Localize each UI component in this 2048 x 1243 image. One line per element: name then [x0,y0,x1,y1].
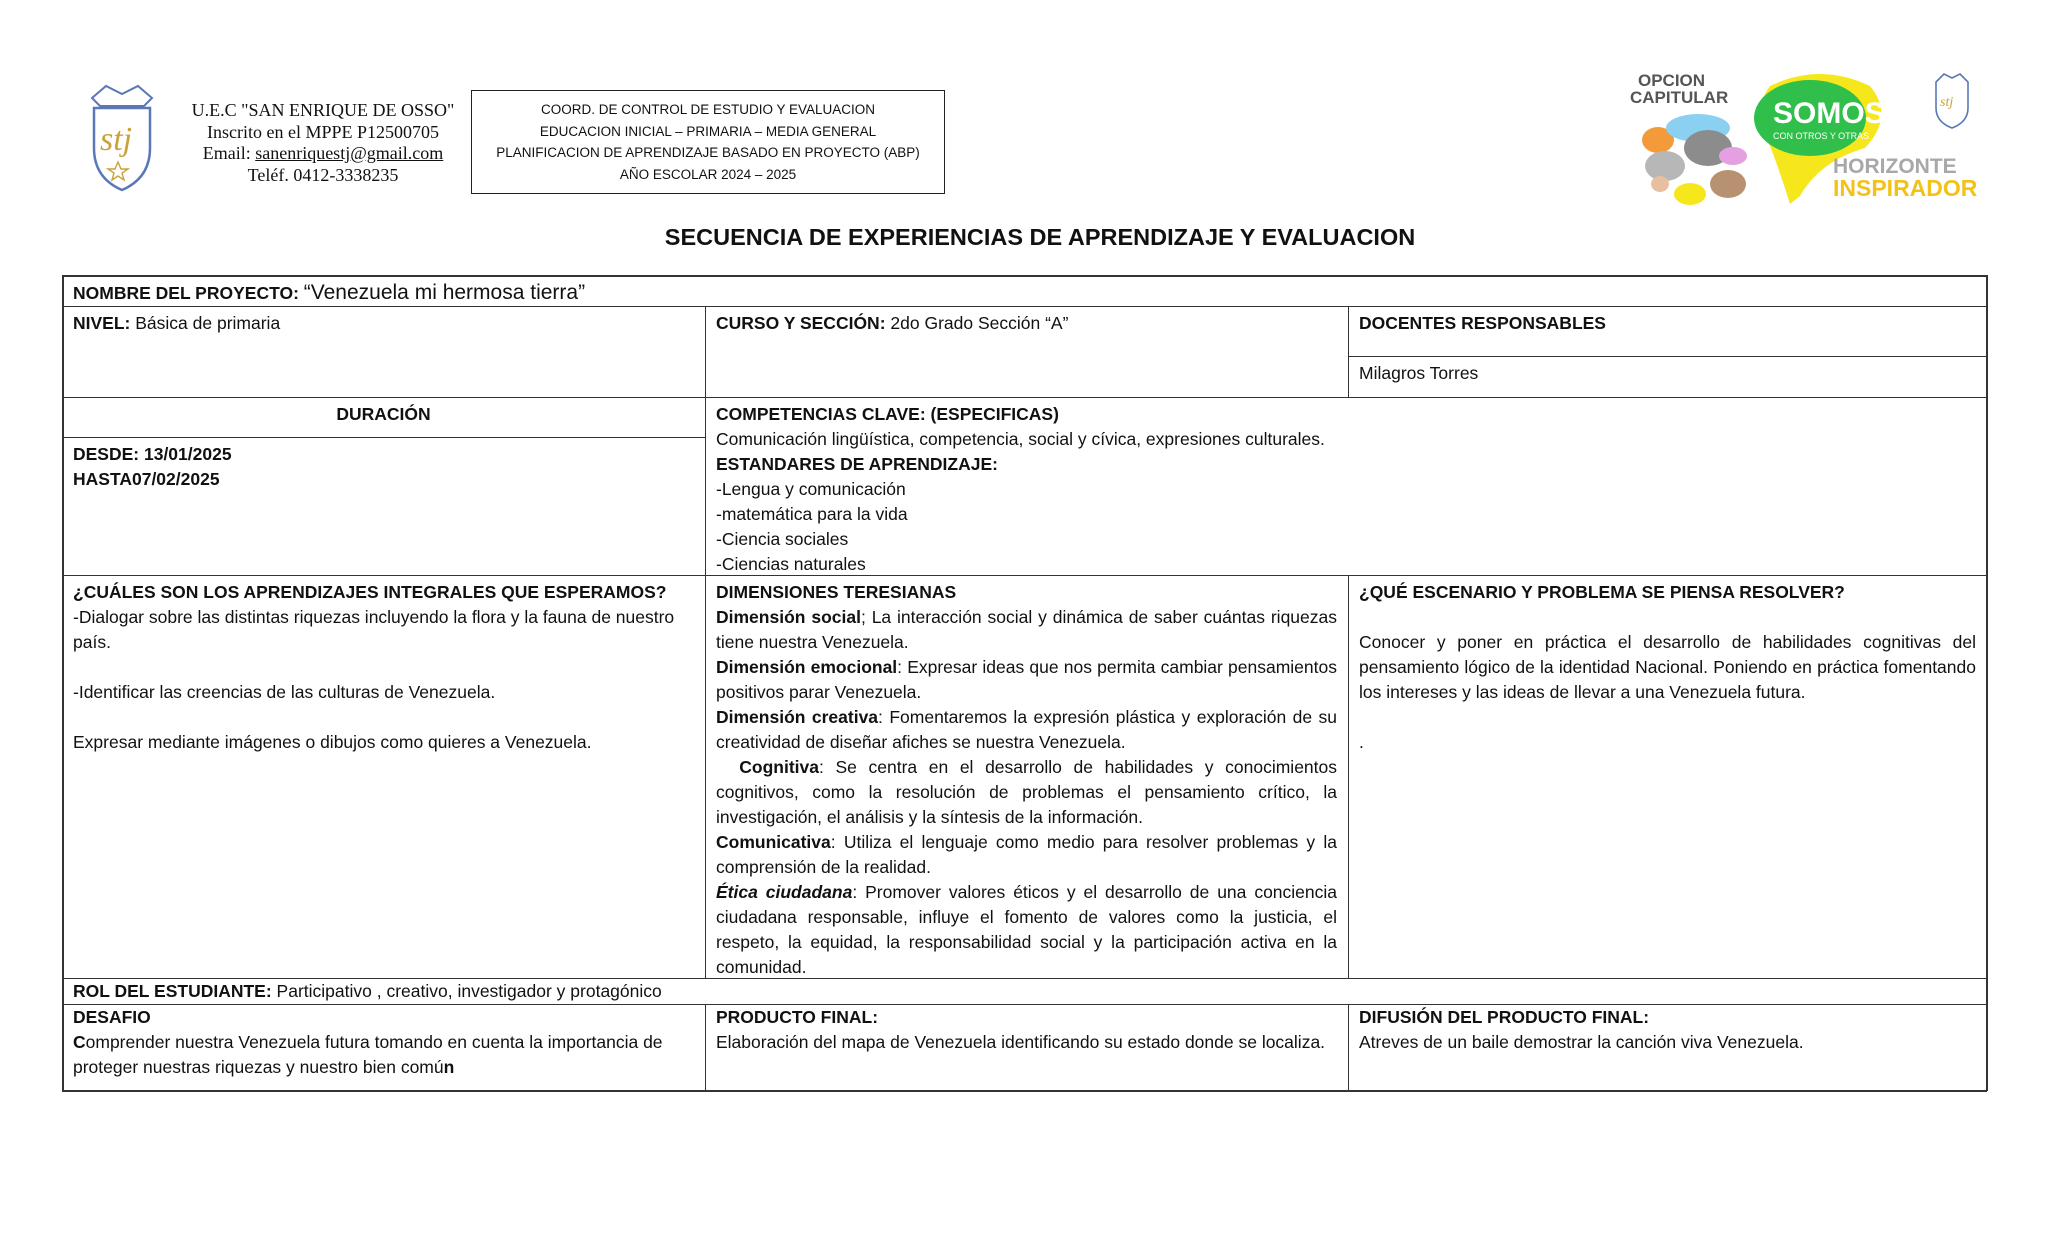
duracion-label: DURACIÓN [336,404,431,424]
desafio-cell [62,1005,705,1080]
aprendizaje-2: -Identificar las creencias de las culturas de Venezuela. [73,682,496,702]
curso-value: 2do Grado Sección “A” [890,313,1069,333]
school-registration: Inscrito en el MPPE P12500705 [207,121,439,142]
project-name-row [62,277,1987,306]
coordination-box [471,90,945,194]
logos-area [1620,66,2005,216]
page-title: SECUENCIA DE EXPERIENCIAS DE APRENDIZAJE Y EVALUACION [664,224,1416,250]
escenario-dot: . [1359,732,1364,752]
school-email-link[interactable]: sanenriquestj@gmail.com [255,143,444,163]
curso-label: CURSO Y SECCIÓN: [716,313,886,333]
logo-inspirador: INSPIRADOR [1833,175,1978,201]
dimension-etica: Ética ciudadana: Promover valores éticos y el desarrollo de una conciencia ciudadana responsable, influye el fomento de valores como la justicia, el respeto, la equidad, la responsabilidad social y la participación activa en la comunidad. [716,882,1338,977]
escenario-cell [1348,577,1987,755]
project-label: NOMBRE DEL PROYECTO: [73,283,299,303]
dimension-creativa: Dimensión creativa: Fomentaremos la expresión plástica y exploración de su creatividad de diseñar afiches se nuestra Venezuela. [716,707,1337,752]
project-name: “Venezuela mi hermosa tierra” [303,281,586,304]
desafio-text: Comprender nuestra Venezuela futura tomando en cuenta la importancia de proteger nuestras riquezas y nuestro bien común [73,1032,663,1077]
estandar-item: -Ciencias naturales [716,554,866,574]
dimension-cognitiva: Cognitiva: Se centra en el desarrollo de habilidades y conocimientos cognitivos, como la resolución de problemas el pensamiento crítico, la investigación, el análisis y la síntesis de la información. [716,757,1337,827]
desde-date: DESDE: 13/01/2025 [73,444,232,464]
nivel-value: Básica de primaria [135,313,281,333]
producto-cell [705,1005,1348,1055]
school-crest-icon [82,78,162,196]
difusion-text: Atreves de un baile demostrar la canción viva Venezuela. [1359,1032,1804,1052]
logo-opcion: OPCION [1638,71,1706,90]
competencias-text: Comunicación lingüística, competencia, social y cívica, expresiones culturales. [716,429,1325,449]
logo-somos-sub: CON OTROS Y OTRAS [1773,131,1870,141]
crest-letters: stj [100,121,133,158]
docente-name: Milagros Torres [1359,363,1479,383]
desafio-label: DESAFIO [73,1007,151,1027]
rol-row [62,979,1987,1004]
logo-capitular: CAPITULAR [1630,88,1729,107]
aprendizaje-3: Expresar mediante imágenes o dibujos como quieres a Venezuela. [73,732,592,752]
estandares-label: ESTANDARES DE APRENDIZAJE: [716,454,998,474]
coord-line-3: PLANIFICACION DE APRENDIZAJE BASADO EN PROYECTO (ABP) [496,145,920,160]
coord-line-1: COORD. DE CONTROL DE ESTUDIO Y EVALUACION [540,102,876,117]
duracion-dates [62,439,705,492]
aprendizaje-1: -Dialogar sobre las distintas riquezas incluyendo la flora y la fauna de nuestro país. [73,607,675,652]
email-label: Email: [202,143,251,163]
competencias-label: COMPETENCIAS CLAVE: (ESPECIFICAS) [716,404,1059,424]
producto-text: Elaboración del mapa de Venezuela identificando su estado donde se localiza. [716,1032,1326,1052]
producto-label: PRODUCTO FINAL: [716,1007,879,1027]
dimensiones-label: DIMENSIONES TERESIANAS [716,582,957,602]
coord-line-4: AÑO ESCOLAR 2024 – 2025 [619,166,797,182]
docentes-label: DOCENTES RESPONSABLES [1359,313,1606,333]
school-phone: Teléf. 0412-3338235 [247,164,399,185]
somos-logo-icon [1620,66,2005,216]
logo-somos: SOMOS [1773,97,1885,130]
hasta-date: HASTA07/02/2025 [73,469,220,489]
logo-small-crest: stj [1940,95,1954,110]
estandar-item: -Ciencia sociales [716,529,849,549]
school-name: U.E.C "SAN ENRIQUE DE OSSO" [191,100,455,120]
escenario-label: ¿QUÉ ESCENARIO Y PROBLEMA SE PIENSA RESOLVER? [1359,582,1845,602]
escenario-text: Conocer y poner en práctica el desarrollo de habilidades cognitivas del pensamiento lógico de la identidad Nacional. Poniendo en práctica fomentando los intereses y las ideas de llevar a una Venezuela futura. [1359,632,1976,702]
planning-table [62,275,1987,1090]
dimension-emocional: Dimensión emocional: Expresar ideas que nos permita cambiar pensamientos positivos parar Venezuela. [716,657,1337,702]
coord-line-2: EDUCACION INICIAL – PRIMARIA – MEDIA GENERAL [539,123,877,139]
difusion-label: DIFUSIÓN DEL PRODUCTO FINAL: [1359,1007,1650,1027]
estandar-item: -Lengua y comunicación [716,479,906,499]
competencias-cell [705,399,1987,577]
school-email-line [178,143,468,165]
aprendizajes-cell [62,577,705,755]
dimension-comunicativa: Comunicativa: Utiliza el lenguaje como medio para resolver problemas y la comprensión de la realidad. [716,832,1337,877]
estandar-item: -matemática para la vida [716,504,908,524]
curso-cell [705,308,1348,336]
rol-value: Participativo , creativo, investigador y protagónico [276,981,662,1001]
aprendizajes-label: ¿CUÁLES SON LOS APRENDIZAJES INTEGRALES QUE ESPERAMOS? [73,582,667,602]
nivel-label: NIVEL: [73,313,131,333]
school-header [82,74,462,192]
dimensiones-cell [705,577,1348,980]
dimension-social: Dimensión social; La interacción social y dinámica de saber cuántas riquezas tiene nuestra Venezuela. [716,607,1337,652]
difusion-cell [1348,1005,1987,1055]
school-info [178,100,468,186]
logo-horizonte: HORIZONTE [1833,155,1957,178]
rol-label: ROL DEL ESTUDIANTE: [73,981,272,1001]
nivel-cell [62,308,705,336]
